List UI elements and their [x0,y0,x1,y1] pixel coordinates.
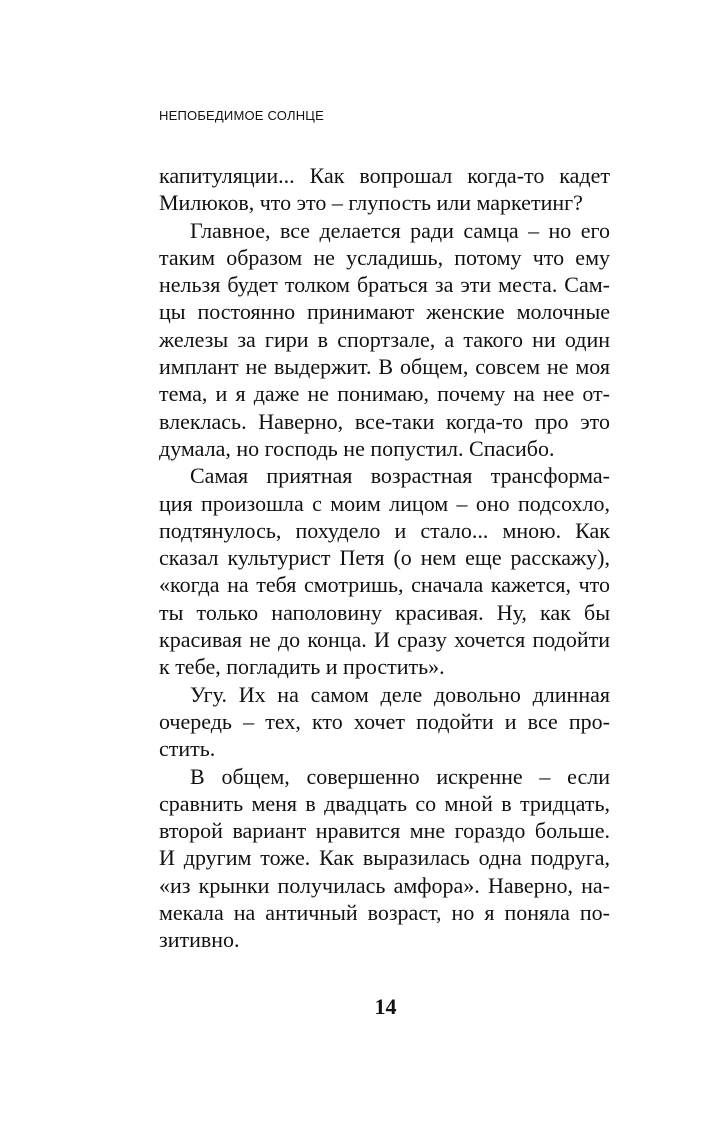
text-line: Самая приятная возрастная трансформа- [190,463,610,489]
text-line: второй вариант нравится мне гораздо больше. [159,818,610,844]
text-line: мекала на античный возраст, но я поняла по- [159,900,610,926]
text-line: тема, и я даже не понимаю, почему на нее от- [159,381,610,407]
text-line: очередь – тех, кто хочет подойти и все про- [159,708,610,734]
body-text [159,162,610,954]
text-line: влеклась. Наверно, все-таки когда-то про это [159,408,610,434]
text-line: думала, но господь не попустил. Спасибо. [159,435,555,461]
page-number: 14 [374,994,397,1019]
text-line: сравнить меня в двадцать со мной в тридцать, [159,790,610,816]
running-title: НЕПОБЕДИМОЕ СОЛНЦЕ [159,108,324,123]
text-line: красивая не до конца. И сразу хочется подойти [159,627,610,653]
text-line: «из крынки получилась амфора». Наверно, на- [159,872,610,898]
text-line: стить. [159,736,216,762]
text-line: ция произошла с моим лицом – оно подсохло, [159,490,610,516]
text-line: подтянулось, похудело и стало... мною. Как [159,517,610,543]
text-line: Угу. Их на самом деле довольно длинная [190,681,610,707]
text-line: цы постоянно принимают женские молочные [159,299,610,325]
text-line: ты только наполовину красивая. Ну, как бы [159,599,610,625]
text-line: к тебе, погладить и простить». [159,654,445,680]
text-line: железы за гири в спортзале, а такого ни один [159,326,610,352]
text-line: И другим тоже. Как выразилась одна подруга, [159,845,610,871]
text-line: имплант не выдержит. В общем, совсем не моя [159,354,610,380]
text-line: капитуляции... Как вопрошал когда-то кадет [159,163,610,188]
text-line: сказал культурист Петя (о нем еще расскажу), [159,545,610,571]
text-line: В общем, совершенно искренне – если [190,763,610,789]
text-line: Главное, все делается ради самца – но его [190,217,610,243]
text-line: нельзя будет толком браться за эти места. Сам- [159,272,610,298]
text-line: «когда на тебя смотришь, сначала кажется, что [159,572,610,598]
text-line: Милюков, что это – глупость или маркетинг? [159,190,583,216]
text-line: зитивно. [159,927,240,953]
text-line: таким образом не усладишь, потому что ему [159,244,610,270]
